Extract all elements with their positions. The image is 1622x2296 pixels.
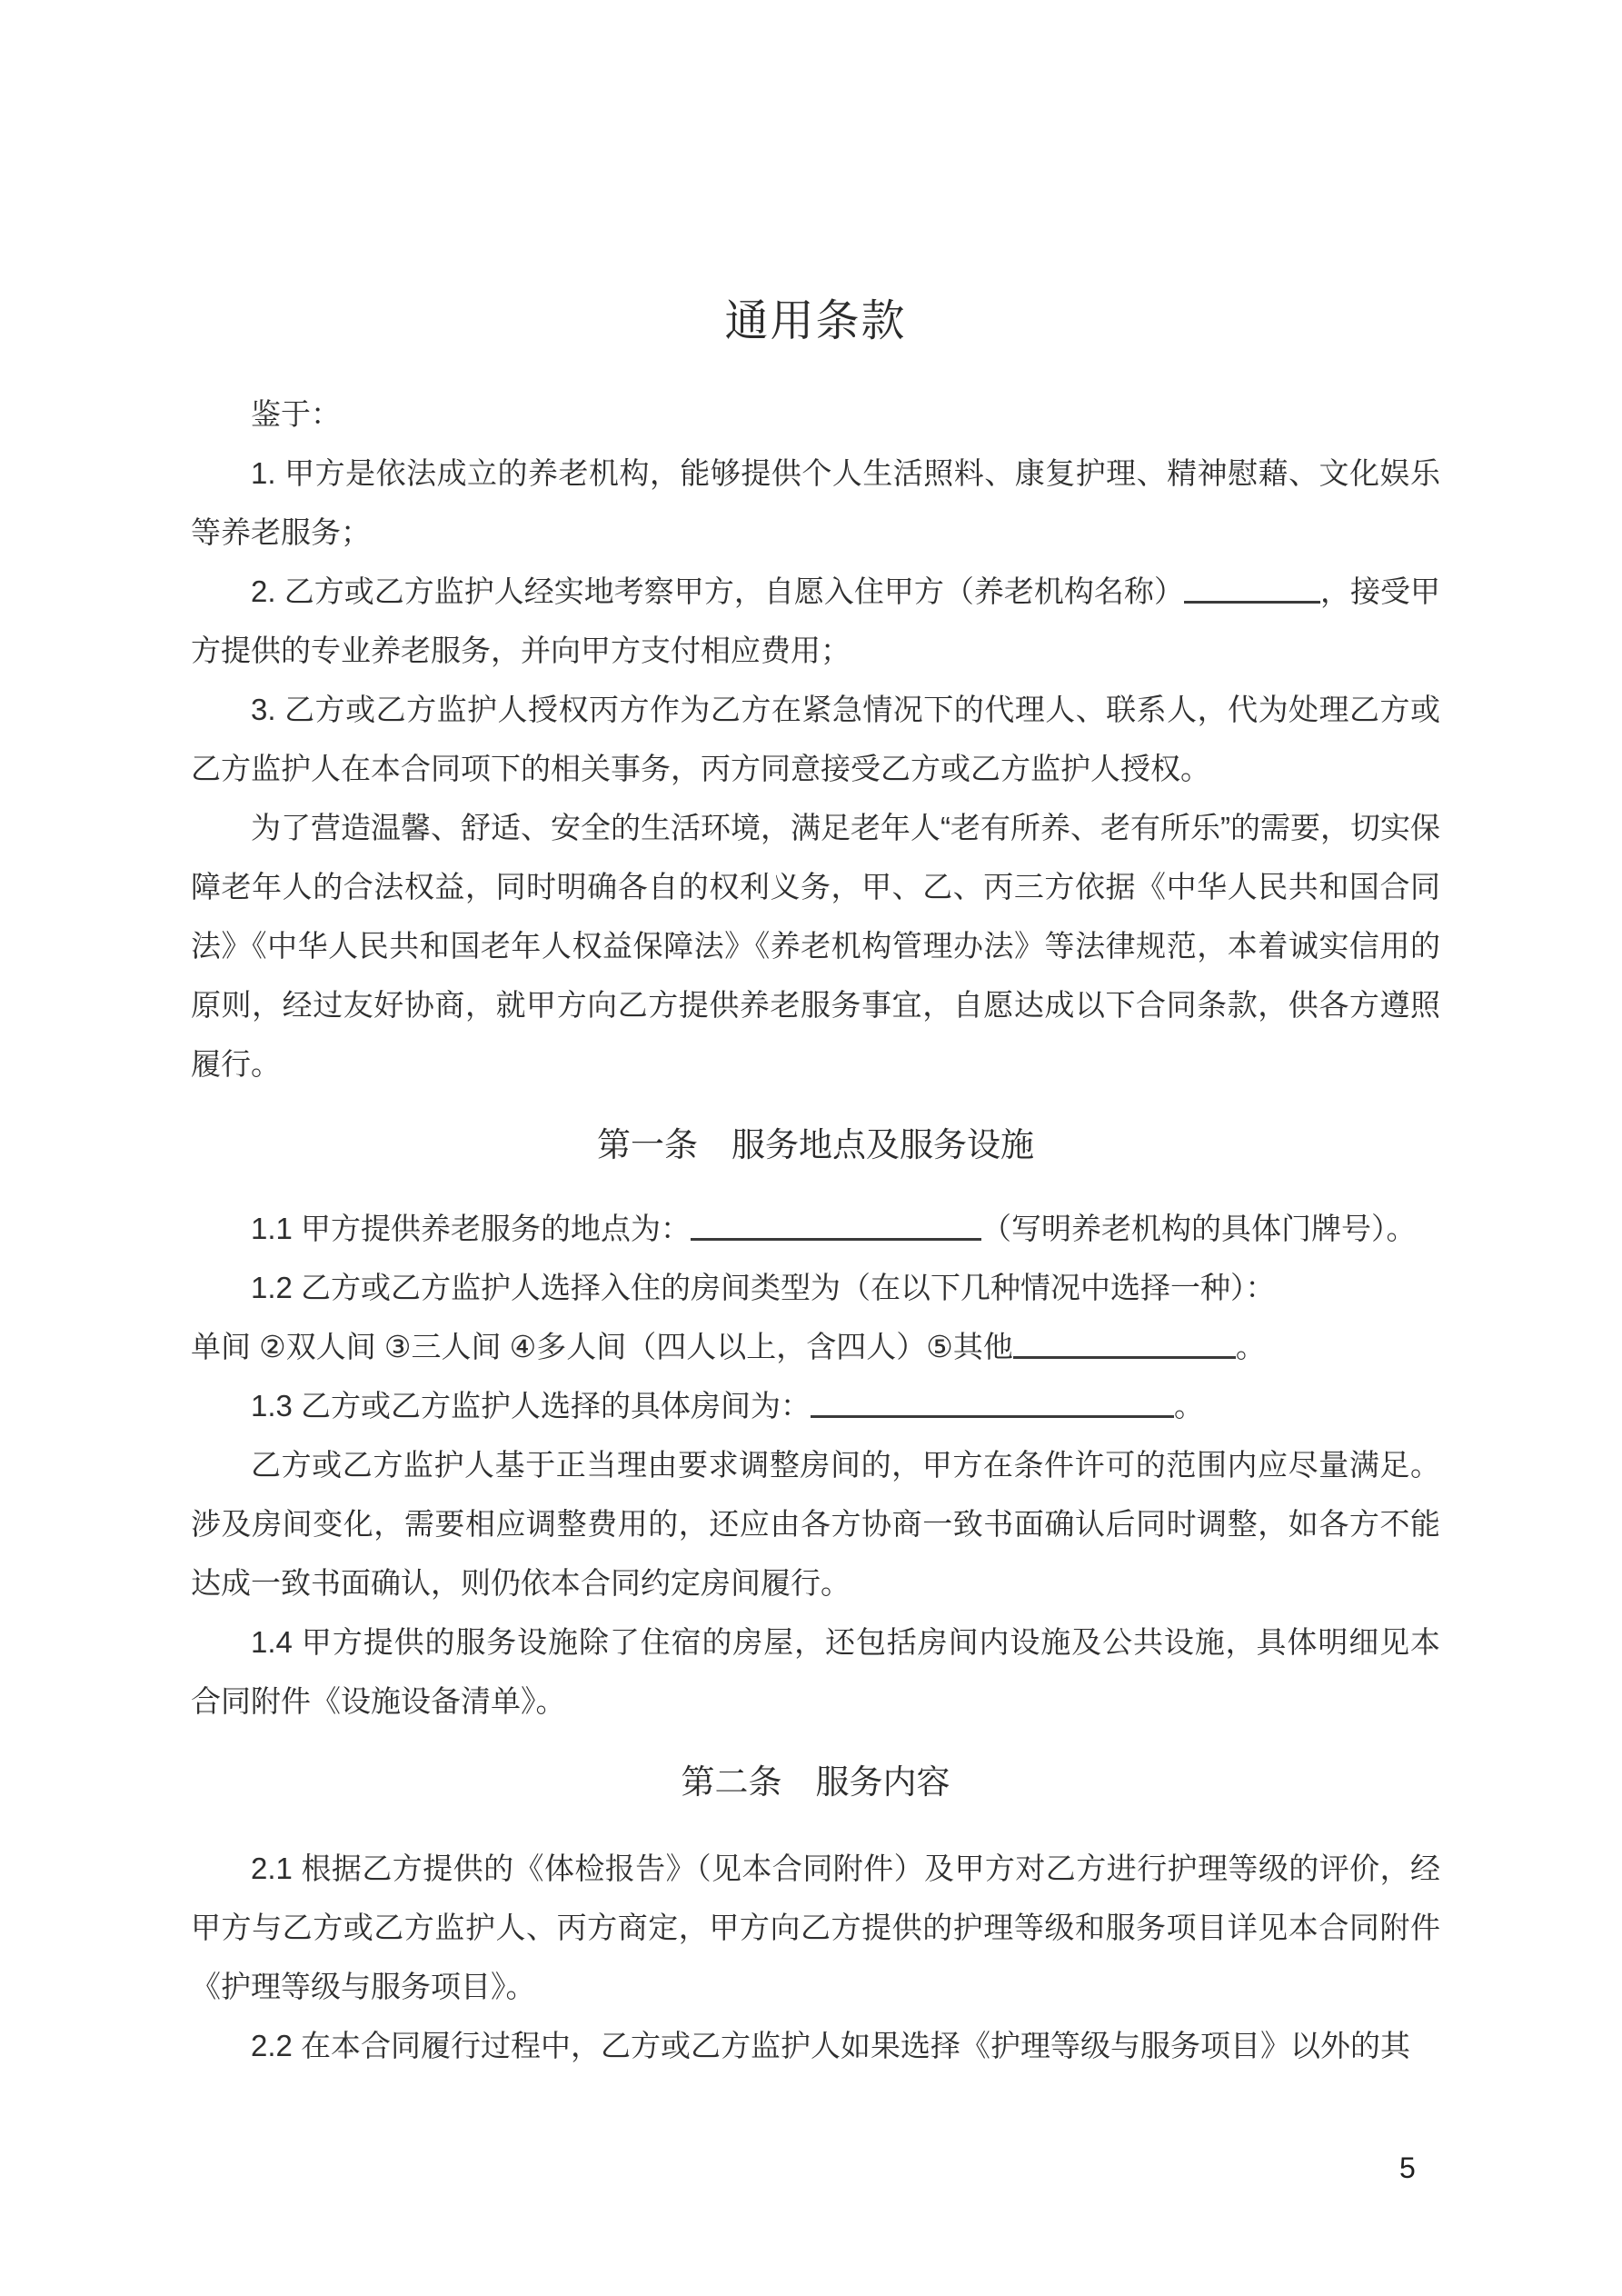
recital-3-text: 3. 乙方或乙方监护人授权丙方作为乙方在紧急情况下的代理人、联系人，代为处理乙方或乙方监护人在本合同项下的相关事务，丙方同意接受乙方或乙方监护人授权。 bbox=[191, 693, 1440, 785]
document-title: 通用条款 bbox=[724, 297, 907, 345]
recital-2-text-post: ，接受甲方提供的专业养老服务，并向甲方支付相应费用； bbox=[191, 574, 1440, 667]
purpose-text: 为了营造温馨、舒适、安全的生活环境，满足老年人“老有所养、老有所乐”的需要，切实保障老年人的合法权益，同时明确各自的权利义务，甲、乙、丙三方依据《中华人民共和国合同法》《中华人民共和国老年人权益保障法》《养老机构管理办法》等法律规范，本着诚实信用的原则，经过友好协商，就甲方向乙方提供养老服务事宜，自愿达成以下合同条款，供各方遵照履行。 bbox=[191, 811, 1440, 1081]
recital-1 bbox=[191, 444, 1440, 562]
clause-1-1-text-post: （写明养老机构的具体门牌号）。 bbox=[981, 1212, 1417, 1245]
clause-1-1 bbox=[191, 1199, 1440, 1258]
clause-1-2-options-text: 单间 ②双人间 ③三人间 ④多人间（四人以上，含四人）⑤其他 bbox=[191, 1330, 1013, 1363]
section-2-heading: 第二条 服务内容 bbox=[681, 1763, 950, 1801]
clause-1-2-line: 1.2 乙方或乙方监护人选择入住的房间类型为（在以下几种情况中选择一种）： bbox=[251, 1271, 1276, 1304]
clause-1-2-options-end: 。 bbox=[1235, 1330, 1266, 1363]
recital-1-text: 1. 甲方是依法成立的养老机构，能够提供个人生活照料、康复护理、精神慰藉、文化娱乐等养老服务； bbox=[191, 456, 1440, 549]
fill-blank-facility-name bbox=[1184, 571, 1320, 604]
recital-2-text-pre: 2. 乙方或乙方监护人经实地考察甲方，自愿入住甲方（养老机构名称） bbox=[251, 574, 1184, 608]
clause-1-2-options bbox=[191, 1317, 1440, 1376]
recital-3 bbox=[191, 680, 1440, 798]
fill-blank-room-number bbox=[811, 1385, 1174, 1418]
clause-2-1-text: 2.1 根据乙方提供的《体检报告》（见本合同附件）及甲方对乙方进行护理等级的评价，经甲方与乙方或乙方监护人、丙方商定，甲方向乙方提供的护理等级和服务项目详见本合同附件《护理等级与服务项目》。 bbox=[191, 1852, 1440, 2003]
purpose-paragraph bbox=[191, 798, 1440, 1093]
clause-1-3-note bbox=[191, 1435, 1440, 1612]
clause-1-3-note-text: 乙方或乙方监护人基于正当理由要求调整房间的，甲方在条件许可的范围内应尽量满足。涉及房间变化，需要相应调整费用的，还应由各方协商一致书面确认后同时调整，如各方不能达成一致书面确认，则仍依本合同约定房间履行。 bbox=[191, 1448, 1440, 1600]
clause-2-2-text: 2.2 在本合同履行过程中，乙方或乙方监护人如果选择《护理等级与服务项目》以外的其 bbox=[251, 2029, 1411, 2062]
clause-1-3-text-pre: 1.3 乙方或乙方监护人选择的具体房间为： bbox=[251, 1389, 811, 1423]
section-1-heading: 第一条 服务地点及服务设施 bbox=[597, 1126, 1034, 1163]
clause-1-4-text: 1.4 甲方提供的服务设施除了住宿的房屋，还包括房间内设施及公共设施，具体明细见本合同附件《设施设备清单》。 bbox=[191, 1625, 1440, 1718]
clause-2-2 bbox=[191, 2016, 1440, 2075]
clause-1-3-text-post: 。 bbox=[1174, 1389, 1205, 1423]
clause-1-4 bbox=[191, 1612, 1440, 1731]
page-number: 5 bbox=[1399, 2151, 1416, 2184]
fill-blank-service-address bbox=[691, 1208, 981, 1241]
clause-1-3 bbox=[191, 1376, 1440, 1435]
clause-2-1 bbox=[191, 1839, 1440, 2016]
recital-2 bbox=[191, 562, 1440, 680]
clause-1-1-text-pre: 1.1 甲方提供养老服务的地点为： bbox=[251, 1212, 692, 1245]
fill-blank-room-type-other bbox=[1013, 1326, 1236, 1359]
preamble-lead: 鉴于： bbox=[251, 397, 341, 431]
